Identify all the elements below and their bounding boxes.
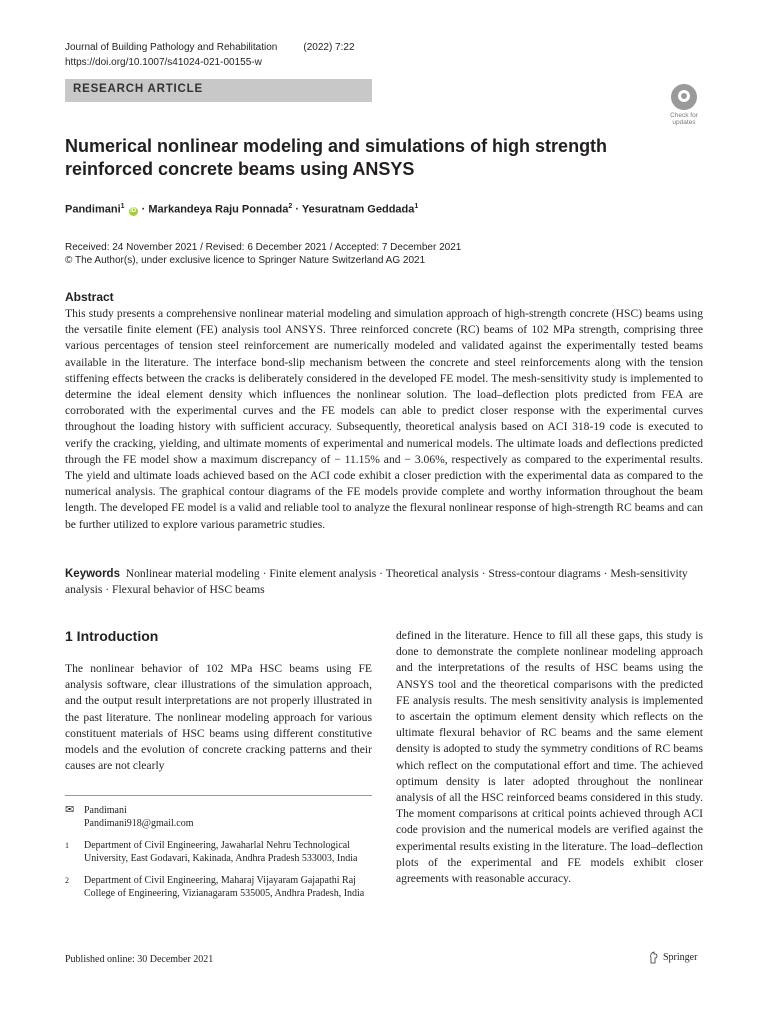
keywords-block <box>65 566 703 598</box>
affiliation-note <box>65 839 372 865</box>
springer-horse-icon <box>648 951 659 964</box>
author-name[interactable]: Markandeya Raju Ponnada <box>148 203 289 216</box>
journal-year-issue: (2022) 7:22 <box>303 42 355 53</box>
published-online: Published online: 30 December 2021 <box>65 954 214 965</box>
keywords-text: Nonlinear material modeling · Finite element analysis · Theoretical analysis · Stress-contour diagrams · Mesh-sensitivity analysis · Flexural behavior of HSC beams <box>65 567 688 597</box>
author-affiliation-sup: 2 <box>288 203 293 210</box>
affiliation-text: Department of Civil Engineering, Jawaharlal Nehru Technological University, East Godavari, Kakinada, Andhra Pradesh 533003, India <box>84 840 358 864</box>
affiliation-note <box>65 874 372 900</box>
orcid-icon[interactable]: iD <box>130 207 137 214</box>
footnotes <box>65 804 372 909</box>
intro-left-column: The nonlinear behavior of 102 MPa HSC beams using FE analysis software, clear illustrations of the simulation approach, and the output result interpretations are not properly illustrated in the past literature. The nonlinear modeling approach for various constituent materials of HSC beams using different constitutive models and the evolution of concrete cracking patterns and their causes are not clearly <box>65 662 372 773</box>
author-separator: · <box>295 203 300 216</box>
article-dates <box>65 241 461 267</box>
footnote-divider <box>65 795 372 796</box>
article-type-bar <box>65 79 372 102</box>
section-heading-introduction: 1 Introduction <box>65 628 159 644</box>
author-name[interactable]: Pandimani <box>65 203 121 216</box>
received-dates: Received: 24 November 2021 / Revised: 6 December 2021 / Accepted: 7 December 2021 <box>65 242 462 253</box>
corresponding-author-note <box>65 804 372 830</box>
affiliation-number: 2 <box>65 876 69 885</box>
journal-info <box>65 40 355 70</box>
affiliation-number: 1 <box>65 841 69 850</box>
article-title: Numerical nonlinear modeling and simulations of high strength reinforced concrete beams using ANSYS <box>65 136 608 179</box>
keywords-label: Keywords <box>65 568 120 580</box>
affiliation-text: Department of Civil Engineering, Maharaj Vijayaram Gajapathi Raj College of Engineering, Vizianagaram 535005, Andhra Pradesh, India <box>84 875 365 899</box>
copyright-line: © The Author(s), under exclusive licence to Springer Nature Switzerland AG 2021 <box>65 255 426 266</box>
check-for-updates-badge[interactable] <box>666 84 702 126</box>
article-type-label: RESEARCH ARTICLE <box>73 83 203 95</box>
abstract-heading: Abstract <box>65 290 114 304</box>
envelope-icon: ✉ <box>65 804 75 816</box>
corresponding-author-email[interactable]: Pandimani918@gmail.com <box>84 818 194 829</box>
crossmark-icon <box>671 84 697 110</box>
author-separator: · <box>141 203 146 216</box>
author-affiliation-sup: 1 <box>120 203 125 210</box>
intro-right-column: defined in the literature. Hence to fill all these gaps, this study is done to demonstrate the complete nonlinear modeling approach and the interpretations of the results of HSC beams using the ANSYS tool and the theoretical comparisons with the predicted FE analysis results. The mesh sensitivity analysis is implemented to ascertain the optimum element density which reflects on the ultimate flexural behavior of RC beams and the same element density is adopted to study the symmetry conditions of RC beams which reflect on the computational effort and time. The achieved optimum density is later adopted throughout the nonlinear analysis of all the HSC reinforced beams considered in this study. The moment comparisons at critical points achieved through ACI code provision and the numerical models are verified against the experimental results existing in the literature. The load–deflection plots of the experimental and FE models exhibit closer agreements with reasonable accuracy. <box>396 629 703 886</box>
author-list <box>65 203 418 216</box>
doi-link[interactable]: https://doi.org/10.1007/s41024-021-00155-w <box>65 57 262 68</box>
author-affiliation-sup: 1 <box>414 203 419 210</box>
springer-logo <box>648 951 697 964</box>
abstract-text: This study presents a comprehensive nonlinear material modeling and simulation approach of high-strength concrete (HSC) beams using the versatile finite element (FE) analysis tool ANSYS. Three reinforced concrete (RC) beams of 102 MPa strength, comprising three various percentages of tension steel reinforcement are numerically modeled and validated against the experimentally tested beams available in the literature. The interface bond-slip mechanism between the concrete and steel reinforcements along with the tension stiffening effects between the cracks is deliberately considered in the developed FE model. The mesh-sensitivity study is implemented to determine the ideal element density which influences the nonlinear solution. The load–deflection plots predicted from FEA are corroborated with the experimental curves and the FE models can able to predict closer response with the experimental curves throughout the loading history with sufficient accuracy. Subsequently, theoretical analysis based on ACI 318-19 code is executed to verify the cracking, yielding, and ultimate moments of experimental and numerical models. The ultimate loads and deflections predicted through the FE model show a maximum discrepancy of − 11.15% and − 3.06%, respectively as compared to the experimental results. The yield and ultimate loads achieved based on the ACI code exhibit a closer prediction with the experimental data as compared to the numerical analysis. The graphical contour diagrams of the FE models provide complete and worthy information throughout the beam length. The developed FE model is a valid and reliable tool to analyze the flexural nonlinear response of high-strength RC beams and can be further utilized to explore various parametric studies. <box>65 307 703 531</box>
journal-name: Journal of Building Pathology and Rehabilitation <box>65 42 278 53</box>
author-name[interactable]: Yesuratnam Geddada <box>301 203 415 216</box>
publisher-name: Springer <box>663 952 698 963</box>
check-updates-label: Check for updates <box>670 112 698 126</box>
corresponding-author-name: Pandimani <box>84 805 127 816</box>
